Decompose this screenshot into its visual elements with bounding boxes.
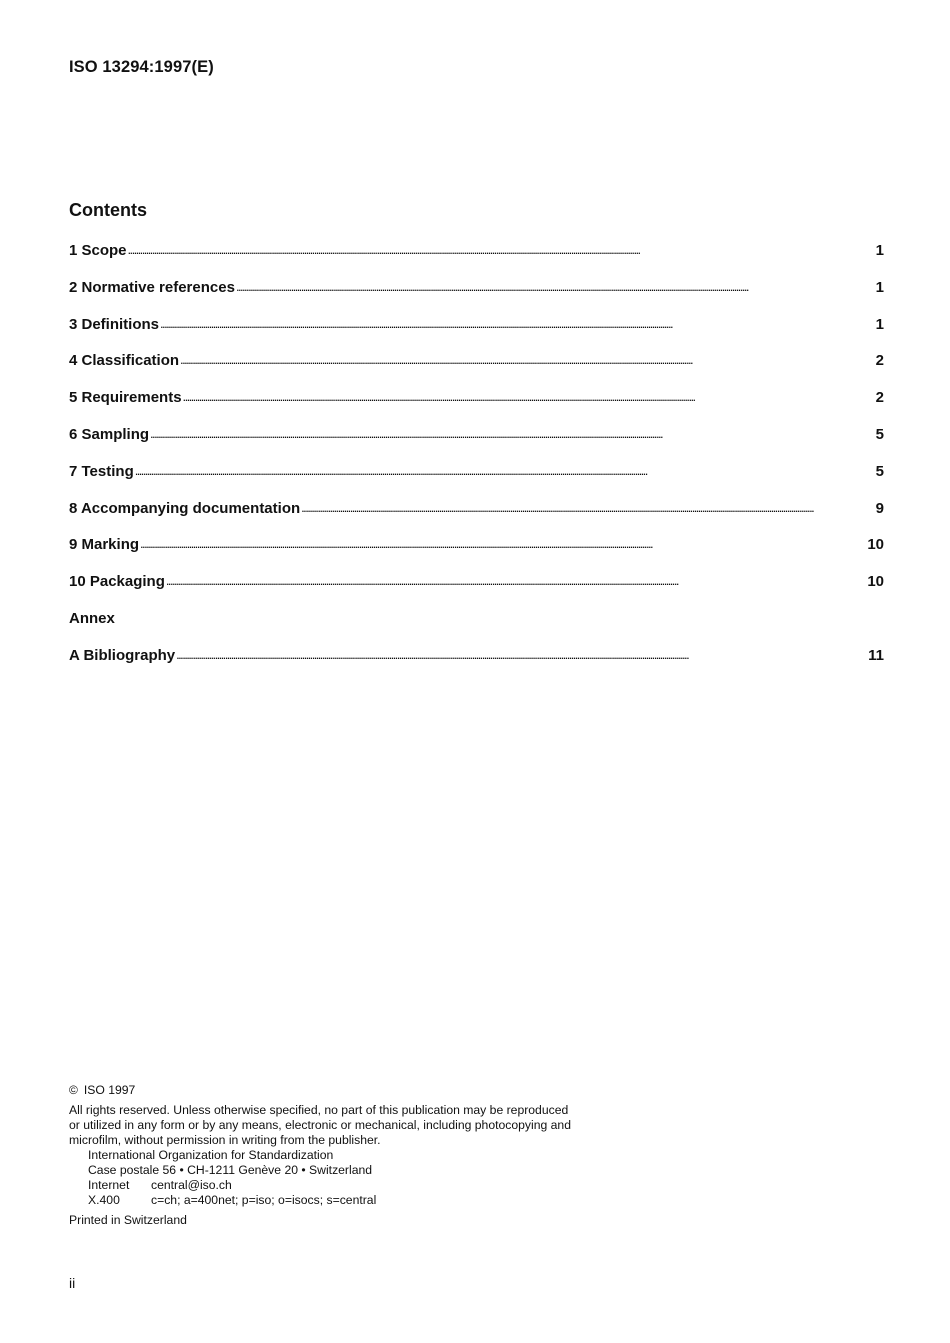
- toc-entry-marking[interactable]: [69, 536, 884, 573]
- rights-text-line: All rights reserved. Unless otherwise specified, no part of this publication may be reproduced: [69, 1103, 569, 1117]
- toc-entry-definitions[interactable]: [69, 316, 884, 353]
- toc-entry-label: A Bibliography: [69, 646, 176, 664]
- toc-dot-leader: [160, 315, 875, 332]
- toc-entry-classification[interactable]: [69, 352, 884, 389]
- toc-entry-bibliography[interactable]: [69, 647, 884, 684]
- internet-contact: [69, 1178, 571, 1193]
- toc-entry-label: 1 Scope: [69, 242, 127, 259]
- toc-dot-leader: [301, 499, 875, 516]
- org-address: Case postale 56 • CH-1211 Genève 20 • Switzerland: [88, 1163, 373, 1177]
- toc-entry-normative-references[interactable]: [69, 279, 884, 316]
- toc-entry-label: 3 Definitions: [69, 315, 160, 333]
- toc-entry-packaging[interactable]: [69, 573, 884, 610]
- x400-contact: [69, 1193, 571, 1208]
- toc-entry-page: 5: [875, 425, 884, 443]
- toc-entry-page: 9: [875, 499, 884, 517]
- x400-label: X.400: [88, 1193, 120, 1207]
- table-of-contents: [69, 242, 884, 684]
- toc-dot-leader: [140, 535, 866, 552]
- toc-entry-page: 1: [875, 315, 884, 333]
- toc-entry-scope[interactable]: [69, 242, 884, 279]
- toc-entry-page: 10: [867, 536, 884, 554]
- toc-entry-page: 2: [875, 389, 884, 407]
- toc-entry-requirements[interactable]: [69, 389, 884, 426]
- internet-value[interactable]: central@iso.ch: [151, 1178, 232, 1192]
- toc-entry-page: 10: [867, 573, 884, 591]
- toc-entry-page: 11: [868, 646, 884, 664]
- toc-dot-leader: [236, 278, 875, 295]
- rights-text-line: or utilized in any form or by any means, electronic or mechanical, including photocopying and: [69, 1118, 571, 1132]
- toc-dot-leader: [180, 351, 875, 368]
- toc-annex-heading: [69, 610, 884, 647]
- internet-label: Internet: [88, 1178, 130, 1192]
- toc-entry-label: 5 Requirements: [69, 389, 182, 407]
- toc-dot-leader: [135, 462, 875, 479]
- x400-value: c=ch; a=400net; p=iso; o=isocs; s=central: [151, 1193, 377, 1207]
- copyright-notice: [69, 1083, 571, 1228]
- toc-entry-label: 10 Packaging: [69, 573, 165, 591]
- toc-dot-leader: [176, 646, 867, 663]
- toc-entry-page: 1: [875, 242, 884, 259]
- printed-in: Printed in Switzerland: [69, 1213, 187, 1227]
- toc-entry-page: 2: [875, 352, 884, 370]
- toc-entry-label: Annex: [69, 609, 115, 627]
- toc-entry-label: 7 Testing: [69, 462, 134, 480]
- toc-dot-leader: [166, 572, 866, 589]
- copyright-icon: ©: [69, 1083, 78, 1097]
- toc-entry-label: 8 Accompanying documentation: [69, 499, 301, 517]
- toc-entry-page: 5: [875, 462, 884, 480]
- toc-entry-label: 6 Sampling: [69, 425, 150, 443]
- contents-heading: Contents: [69, 200, 147, 220]
- org-name: International Organization for Standardization: [88, 1148, 334, 1162]
- copyright-year-line: [69, 1083, 571, 1098]
- toc-entry-sampling[interactable]: [69, 426, 884, 463]
- toc-dot-leader: [128, 241, 875, 258]
- toc-entry-label: 2 Normative references: [69, 278, 235, 296]
- toc-entry-label: 4 Classification: [69, 352, 180, 370]
- toc-entry-label: 9 Marking: [69, 536, 140, 554]
- toc-entry-page: 1: [875, 278, 884, 296]
- rights-text-line: microfilm, without permission in writing from the publisher.: [69, 1133, 381, 1147]
- document-standard-id: ISO 13294:1997(E): [69, 58, 214, 76]
- toc-entry-testing[interactable]: [69, 463, 884, 500]
- copyright-year: ISO 1997: [83, 1083, 136, 1097]
- toc-dot-leader: [150, 425, 875, 442]
- page-number: ii: [69, 1275, 76, 1291]
- toc-entry-accompanying-documentation[interactable]: [69, 500, 884, 537]
- toc-dot-leader: [183, 388, 875, 405]
